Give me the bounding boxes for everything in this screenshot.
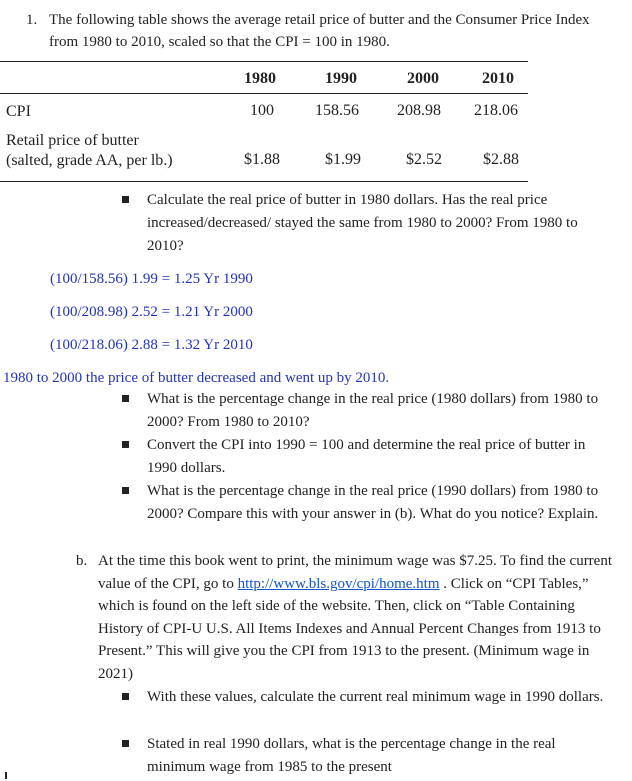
bullet-marker — [122, 740, 129, 747]
row-label-butter-line2: (salted, grade AA, per lb.) — [6, 152, 173, 169]
header-2000: 2000 — [407, 70, 439, 87]
table-header-rule — [0, 93, 528, 94]
question-b-text-part1: At the time this book went to print, the minimum wage was $7.25. To find the current value of the CPI, go to — [98, 553, 613, 592]
bullet-marker — [122, 441, 129, 448]
table-bottom-rule — [0, 181, 528, 182]
margin-mark — [5, 772, 7, 779]
bullet-text: Stated in real 1990 dollars, what is the percentage change in the real minimum wage from 1985 to the present — [147, 736, 556, 775]
question-number: 1. — [26, 12, 38, 28]
bullet-text: With these values, calculate the current real minimum wage in 1990 dollars. — [147, 689, 604, 705]
answer-1990: (100/158.56) 1.99 = 1.25 Yr 1990 — [50, 271, 253, 287]
header-1980: 1980 — [244, 70, 276, 87]
question-b-number: b. — [76, 553, 88, 569]
bls-cpi-link[interactable]: http://www.bls.gov/cpi/home.htm — [237, 575, 440, 592]
bullet-marker — [122, 693, 129, 700]
bullet-text: Calculate the real price of butter in 1980 dollars. Has the real price increased/decreased/ stayed the same from 1980 to 2000? From 1980 to 2010? — [147, 192, 578, 254]
row-label-butter-line1: Retail price of butter — [6, 132, 139, 149]
cpi-1980: 100 — [250, 102, 274, 119]
cpi-2010: 218.06 — [474, 102, 518, 119]
butter-1980: $1.88 — [244, 151, 280, 168]
cpi-2000: 208.98 — [397, 102, 441, 119]
butter-1990: $1.99 — [325, 151, 361, 168]
bullet-text: What is the percentage change in the real price (1990 dollars) from 1980 to 2000? Compare this with your answer in (b). What do you notice? Explain. — [147, 483, 599, 522]
question-b-text — [98, 550, 623, 685]
answer-2010: (100/218.06) 2.88 = 1.32 Yr 2010 — [50, 337, 253, 353]
butter-2000: $2.52 — [406, 151, 442, 168]
question-b-text-part2: . Click on “CPI Tables,” which is found on the left side of the website. Then, click on “Table Containing History of CPI-U U.S. All Items Indexes and Annual Percent Changes from 1913 to Present.” This will give you the CPI from 1913 to the present. (Minimum wage in 2021) — [98, 575, 601, 682]
bullet-marker — [122, 395, 129, 402]
bullet-text: What is the percentage change in the real price (1980 dollars) from 1980 to 2000? From 1980 to 2010? — [147, 391, 599, 430]
bullet-marker — [122, 487, 129, 494]
butter-2010: $2.88 — [483, 151, 519, 168]
bullet-marker — [122, 196, 129, 203]
question-text: The following table shows the average retail price of butter and the Consumer Price Index from 1980 to 2010, scaled so that the CPI = 100 in 1980. — [49, 12, 590, 50]
answer-summary: 1980 to 2000 the price of butter decreased and went up by 2010. — [3, 370, 390, 386]
table-top-rule — [0, 61, 528, 62]
header-2010: 2010 — [482, 70, 514, 87]
bullet-text: Convert the CPI into 1990 = 100 and determine the real price of butter in 1990 dollars. — [147, 437, 586, 476]
cpi-1990: 158.56 — [315, 102, 359, 119]
answer-2000: (100/208.98) 2.52 = 1.21 Yr 2000 — [50, 304, 253, 320]
row-label-cpi: CPI — [6, 103, 31, 120]
header-1990: 1990 — [325, 70, 357, 87]
